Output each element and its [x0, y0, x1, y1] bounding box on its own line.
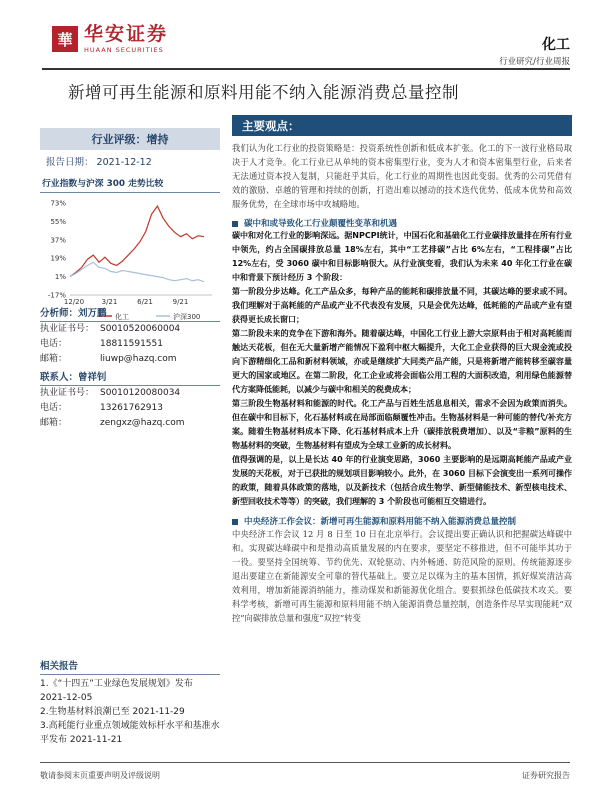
- analyst-info-value: S0010120080034: [100, 388, 181, 398]
- carbon-neutral-paragraph: 碳中和对化工行业的影响深远。据NPCPI统计，中国石化和基础化工行业碳排放量排在所有行业中领先，约占全国碳排放总量 18%左右，其中“工艺排碳”占比 6%左右，“工程排碳”占比 12%左右，受 3060 碳中和目标影响很大。从行业演变看，我们认为未来 40 年化工行业在碳中和背景下预计经历 3 个阶段：: [232, 231, 572, 282]
- legend-label: 沪深300: [173, 313, 201, 321]
- page-header: [0, 0, 600, 70]
- analyst-info-value: 18811591551: [100, 339, 163, 349]
- contact-heading: 联系人：曾祥钊: [40, 369, 220, 386]
- series-line-0: [70, 206, 204, 277]
- related-reports: [40, 658, 220, 747]
- series-line-1: [70, 262, 204, 281]
- related-report-item[interactable]: 1.《“十四五”工业绿色发展规划》发布 2021-12-05: [40, 679, 193, 703]
- viewpoint-heading: 主要观点：: [232, 115, 572, 136]
- intro-paragraph: 我们认为化工行业的投资策略是：投资系统性创新和低成本扩张。化工的下一波行业格局取决于人才竞争。化工行业已从单纯的资本密集型行业，变为人才和资本密集型行业，后来者无法通过资本投入复制，只能赶乎其后，化工行业的周期性也因此变弱。优秀的公司凭借有效的激励、卓越的管理和持续的创新，打造出难以撼动的技术迭代优势、低成本优势和高效服务优势，在全球市场中攻城略地。: [232, 143, 572, 209]
- bullet-square-icon: [232, 221, 238, 227]
- analyst-info-label: 执业证书号：: [40, 324, 95, 334]
- section-heading-economic-conference: [232, 515, 572, 527]
- sector-label: 化工: [542, 37, 570, 53]
- logo-english-name: HUAAN SECURITIES: [84, 46, 164, 54]
- legend-label: 化工: [115, 313, 129, 321]
- related-reports-heading: 相关报告: [40, 658, 220, 675]
- economic-conference-paragraph: 中央经济工作会议 12 月 8 日至 10 日在北京举行。会议提出要正确认识和把握碳达峰碳中和。实现碳达峰碳中和是推动高质量发展的内在要求，要坚定不移推进，但不可能毕其功于一役。要坚持全国统筹、节约优先、双轮驱动、内外畅通、防范风险的原则。传统能源逐步退出要建立在新能源安全可靠的替代基础上。要立足以煤为主的基本国情，抓好煤炭清洁高效利用，增加新能源消纳能力，推动煤炭和新能源优化组合。要狠抓绿色低碳技术攻关。要科学考核，新增可再生能源和原料用能不纳入能源消费总量控制，创造条件尽早实现能耗“双控”向碳排放总量和强度“双控”转变: [232, 529, 572, 623]
- conclusion-paragraph: 值得强调的是，以上是长达 40 年的行业演变思路，3060 主要影响的是远期高耗能产品或产业发展的天花板，对于已获批的规划项目影响较小。此外，在 3060 目标下会演变出一系列可操作的政策，随着具体政策的落地，以及新技术（包括合成生物学、新型储能技术、新型核电技术、新型回收技术等等）的突破，我们理解的 3 个阶段也可能相互交错进行。: [232, 455, 572, 506]
- analyst-info-value: 13261762913: [100, 403, 163, 413]
- report-type: 行业研究/行业周报: [499, 57, 570, 67]
- x-tick-label: 3/21: [101, 298, 118, 306]
- related-report-item[interactable]: 3.高耗能行业重点领域能效标杆水平和基准水平发布 2021-11-21: [40, 721, 220, 745]
- industry-rating: 行业评级：增持: [40, 128, 220, 150]
- y-tick-label: 37%: [50, 236, 66, 245]
- x-tick-label: 6/21: [137, 298, 153, 306]
- analyst-info-value: S0010520060004: [100, 324, 181, 334]
- logo-chinese-name: 华安证券: [84, 23, 169, 45]
- analyst-info-row: [40, 386, 220, 401]
- header-divider: [42, 68, 570, 70]
- analyst-section: [40, 305, 220, 431]
- company-logo: [52, 24, 168, 54]
- stage-three-paragraph: 第三阶段生物基材料和能源的时代。化工产品与百姓生活息息相关，需求不会因为政策而消失。但在碳中和目标下，化石基材料或在局部面临颠覆性冲击。生物基材料是一种可能的替代/补充方案。随着生物基材料成本下降、化石基材料成本上升（碳排放税费增加）、以及“非粮”原料的生物基材料的突破，生物基材料有望成为全球工业新的成长材料。: [232, 399, 572, 450]
- analyst-info-label: 邮箱：: [40, 418, 68, 428]
- main-content: [232, 115, 572, 625]
- stage-one-paragraph: 第一阶段分步达峰。化工产品众多，每种产品的能耗和碳排放量不同，其碳达峰的要求或不同。我们理解对于高耗能的产品或产业不代表没有发展，只是会优先达峰，低耗能的产品或产业有望获得更长成长窗口；: [232, 287, 572, 324]
- section-heading-text: 中央经济工作会议：新增可再生能源和原料用能不纳入能源消费总量控制: [244, 517, 517, 527]
- analyst-info-row: [40, 352, 220, 367]
- report-title: 新增可再生能源和原料用能不纳入能源消费总量控制: [68, 83, 459, 102]
- footer-divider: [40, 762, 570, 763]
- y-tick-label: 55%: [50, 217, 66, 226]
- left-sidebar: [40, 128, 220, 325]
- footer-disclaimer: 敬请参阅末页重要声明及评级说明: [40, 771, 160, 780]
- y-tick-label: 73%: [50, 199, 66, 208]
- logo-seal-icon: 華: [52, 26, 78, 52]
- analyst-info-row: [40, 401, 220, 416]
- report-date: [40, 154, 220, 168]
- x-tick-label: 9/21: [172, 298, 189, 306]
- analyst-info-row: [40, 416, 220, 431]
- chart-title: 行业指数与沪深 300 走势比较: [40, 176, 220, 193]
- analyst-info-row: [40, 322, 220, 337]
- analyst-info-value[interactable]: liuwp@hazq.com: [100, 354, 177, 364]
- analyst-info-label: 执业证书号：: [40, 388, 95, 398]
- y-tick-label: 1%: [54, 273, 66, 282]
- footer-label: 证券研究报告: [522, 771, 570, 780]
- analyst-info-label: 电话：: [40, 403, 68, 413]
- section-heading-carbon-neutral: [232, 217, 572, 229]
- analyst-heading: 分析师：刘万鹏: [40, 305, 220, 322]
- section-heading-text: 碳中和或导致化工行业颠覆性变革和机遇: [244, 219, 398, 229]
- analyst-info-label: 电话：: [40, 339, 68, 349]
- stage-two-paragraph: 第二阶段未来的竞争在下游和海外。随着碳达峰，中国化工行业上游大宗原料由于相对高耗能而触达天花板，但在无大量新增产能情况下盈利中枢大幅提升，大化工企业获得的巨大现金流或投向下游精细化工品和新材料领域，亦或是继续扩大同类产品产能，只是将新增产能转移至碳容量更大的国家或地区。在第二阶段，化工企业或将会面临公用工程的大面积改造，利用绿色能源替代方案降低能耗，以减少与碳中和相关的税费成本；: [232, 329, 572, 394]
- report-date-value: 2021-12-12: [96, 157, 152, 168]
- related-report-item[interactable]: 2.生物基材料浪潮已至 2021-11-29: [40, 707, 185, 717]
- y-tick-label: -17%: [47, 291, 66, 300]
- y-tick-label: 19%: [50, 254, 66, 263]
- report-date-label: 报告日期：: [46, 157, 94, 168]
- analyst-info-label: 邮箱：: [40, 354, 68, 364]
- bullet-square-icon: [232, 519, 238, 525]
- analyst-info-value[interactable]: zengxz@hazq.com: [100, 418, 185, 428]
- x-tick-label: 12/20: [63, 298, 85, 306]
- analyst-info-row: [40, 337, 220, 352]
